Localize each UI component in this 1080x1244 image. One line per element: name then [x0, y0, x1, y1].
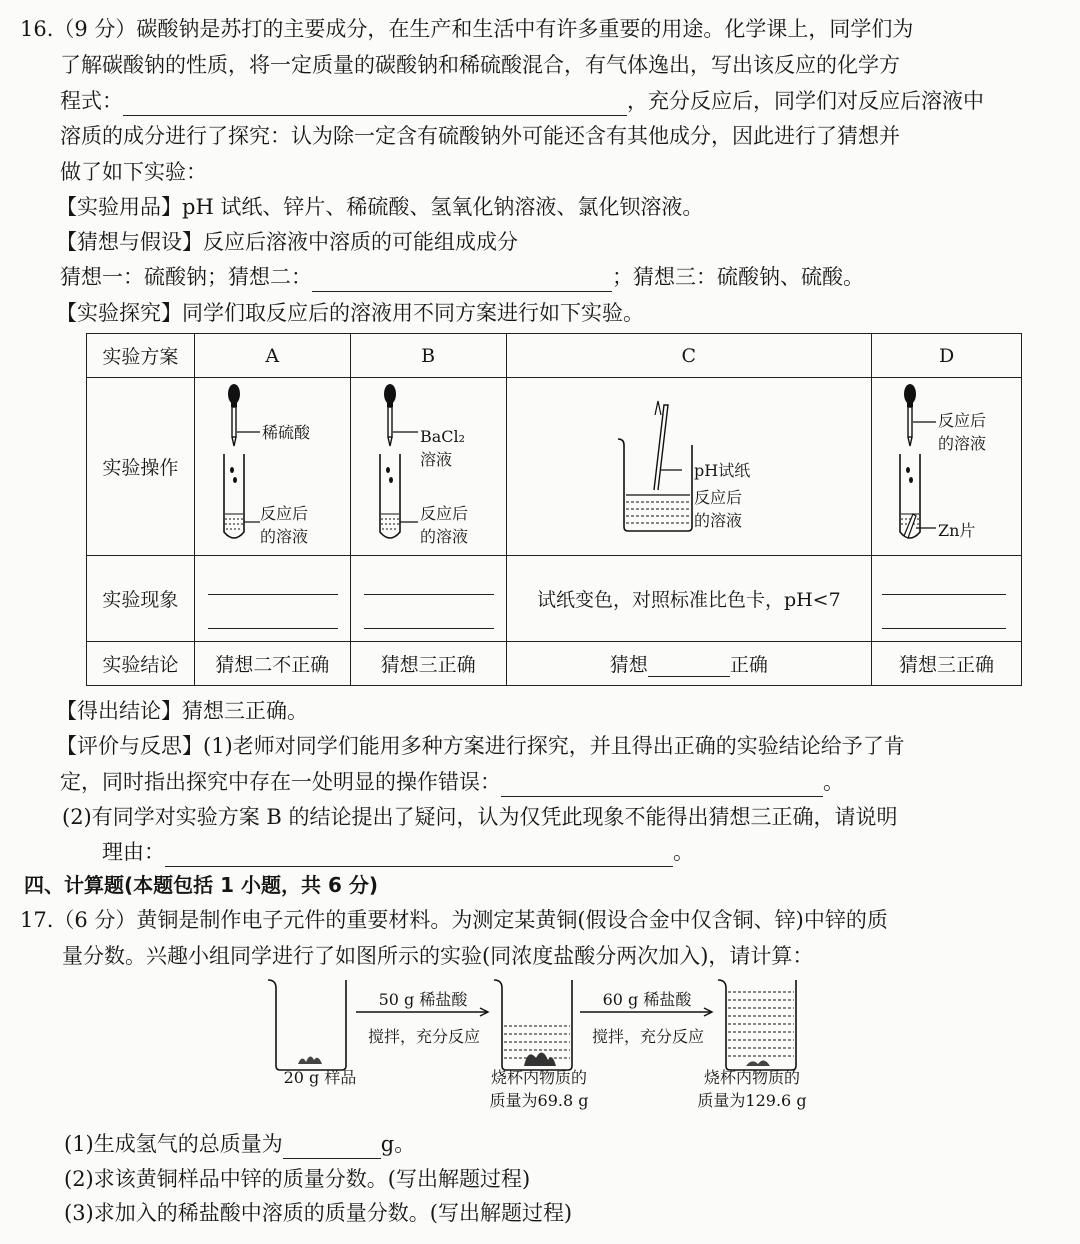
- fig-mass1-line1: 烧杯内物质的: [490, 1068, 587, 1087]
- q16-line2: 了解碳酸钠的性质，将一定质量的碳酸钠和稀硫酸混合，有气体逸出，写出该反应的化学方: [60, 53, 900, 77]
- fig-stir1-label: 搅拌，充分反应: [367, 1027, 480, 1046]
- cell-b-conclusion: 猜想三正确: [350, 642, 506, 686]
- reflect1-text: 定，同时指出探究中存在一处明显的操作错误：: [60, 770, 501, 794]
- hydrogen-mass-blank[interactable]: [283, 1132, 381, 1159]
- explore-title: 【实验探究】同学们取反应后的溶液用不同方案进行如下实验。: [56, 301, 644, 325]
- label-d-zinc: Zn片: [938, 521, 976, 540]
- hypothesis-title: 【猜想与假设】反应后溶液中溶质的可能组成成分: [56, 230, 518, 254]
- reason-blank[interactable]: [165, 840, 673, 867]
- guess1: 猜想一：硫酸钠；猜想二：: [60, 265, 312, 289]
- beaker-icon: [268, 980, 346, 1070]
- fig-acid2-label: 60 g 稀盐酸: [602, 990, 692, 1009]
- ph-paper-icon: [654, 401, 682, 490]
- blank-a2[interactable]: [208, 628, 338, 629]
- q16-line3-start: 程式：: [60, 89, 123, 113]
- row-label-conclusion: 实验结论: [87, 642, 195, 686]
- table-header-row: [87, 334, 1022, 378]
- label-b-solution1: 反应后: [420, 504, 469, 523]
- reflect2-end: 。: [673, 840, 694, 864]
- label-d-solution1: 反应后: [938, 411, 987, 430]
- blank-a1[interactable]: [208, 594, 338, 595]
- reflect2-line2: [102, 837, 694, 867]
- sub1-text: (1)生成氢气的总质量为: [64, 1132, 283, 1156]
- fig-sample-label: 20 g 样品: [283, 1068, 357, 1087]
- sub1-unit: g。: [380, 1132, 416, 1156]
- fig-mass2-line1: 烧杯内物质的: [703, 1068, 800, 1087]
- header-c: C: [506, 334, 872, 378]
- c-conclusion-pre: 猜想: [609, 654, 648, 676]
- cell-c-conclusion: [506, 642, 872, 686]
- fig-mass2-line2: 质量为129.6 g: [697, 1091, 807, 1110]
- q16-line3-end: ，充分反应后，同学们对反应后溶液中: [627, 89, 984, 113]
- reflect2-line1: (2)有同学对实验方案 B 的结论提出了疑问，认为仅凭此现象不能得出猜想三正确，请说明: [62, 805, 898, 829]
- dropper-icon: [384, 384, 396, 446]
- q17-sub3: (3)求加入的稀盐酸中溶质的质量分数。(写出解题过程): [64, 1201, 573, 1225]
- fig-mass1-line2: 质量为69.8 g: [489, 1091, 589, 1110]
- test-tube-icon: [224, 454, 244, 538]
- row-label-operation: 实验操作: [87, 378, 195, 556]
- cell-a-conclusion: 猜想二不正确: [194, 642, 350, 686]
- test-tube-icon: [900, 454, 920, 538]
- label-a-solution1: 反应后: [260, 504, 309, 523]
- header-scheme: 实验方案: [87, 334, 195, 378]
- q17-line2: 量分数。兴趣小组同学进行了如图所示的实验(同浓度盐酸分两次加入)，请计算：: [62, 944, 814, 968]
- label-a-solution2: 的溶液: [260, 527, 309, 546]
- guess3: ；猜想三：硫酸钠、硫酸。: [612, 265, 864, 289]
- blank-d1[interactable]: [882, 594, 1006, 595]
- q17-sub2: (2)求该黄铜样品中锌的质量分数。(写出解题过程): [64, 1167, 531, 1191]
- conclusion-row: [87, 642, 1022, 686]
- reflect1-line1: 【评价与反思】(1)老师对同学们能用多种方案进行探究，并且得出正确的实验结论给予了肯: [56, 734, 905, 758]
- blank-d2[interactable]: [882, 628, 1006, 629]
- beaker-ph-figure: [610, 395, 700, 545]
- reflect2-text: 理由：: [102, 840, 165, 864]
- fig-acid1-label: 50 g 稀盐酸: [378, 990, 468, 1009]
- c-conclusion-post: 正确: [729, 654, 768, 676]
- c-conclusion-blank[interactable]: [648, 656, 730, 677]
- blank-b2[interactable]: [364, 628, 494, 629]
- guess2-blank[interactable]: [312, 265, 612, 292]
- label-a-dilute-sulfuric: 稀硫酸: [262, 423, 311, 442]
- cell-c-phenomenon: 试纸变色，对照标准比色卡，pH<7: [506, 556, 872, 642]
- header-b: B: [350, 334, 506, 378]
- label-d-solution2: 的溶液: [938, 434, 987, 453]
- equation-blank[interactable]: [123, 89, 627, 116]
- blank-b1[interactable]: [364, 594, 494, 595]
- guesses: [60, 262, 864, 292]
- fig-stir2-label: 搅拌，充分反应: [591, 1027, 704, 1046]
- dropper-tube-b-figure: [366, 382, 426, 552]
- q16-line4: 溶质的成分进行了探究：认为除一定含有硫酸钠外可能还含有其他成分，因此进行了猜想并: [60, 124, 900, 148]
- q17-line1: 17.（6 分）黄铜是制作电子元件的重要材料。为测定某黄铜(假设合金中仅含铜、锌)中锌的质: [20, 908, 888, 932]
- label-c-solution2: 的溶液: [694, 511, 743, 530]
- dropper-tube-d-figure: [886, 382, 946, 552]
- q17-sub1: [64, 1129, 415, 1159]
- q16-line1: 16.（9 分）碳酸钠是苏打的主要成分，在生产和生活中有许多重要的用途。化学课上，同学们为: [20, 17, 914, 41]
- q16-line3: [60, 86, 984, 116]
- label-b-solution2: 的溶液: [420, 527, 469, 546]
- beaker-icon: [718, 980, 796, 1070]
- header-a: A: [194, 334, 350, 378]
- q16-line5: 做了如下实验：: [60, 160, 207, 184]
- row-label-phenomenon: 实验现象: [87, 556, 195, 642]
- section4-title: 四、计算题(本题包括 1 小题，共 6 分): [24, 873, 378, 897]
- dropper-icon: [228, 384, 240, 446]
- operation-error-blank[interactable]: [501, 770, 823, 797]
- materials: 【实验用品】pH 试纸、锌片、稀硫酸、氢氧化钠溶液、氯化钡溶液。: [56, 195, 704, 219]
- brass-experiment-figure: [262, 972, 822, 1076]
- label-b-bacl2: BaCl₂: [420, 427, 466, 446]
- test-tube-icon: [380, 454, 400, 538]
- beaker-icon: [494, 980, 572, 1070]
- conclusion: 【得出结论】猜想三正确。: [56, 699, 308, 723]
- reflect1-end: 。: [823, 770, 844, 794]
- dropper-icon: [904, 384, 916, 446]
- label-c-ph-paper: pH试纸: [694, 461, 751, 480]
- label-c-solution1: 反应后: [694, 488, 743, 507]
- reflect1-line2: [60, 767, 844, 797]
- label-b-solution-word: 溶液: [420, 450, 453, 469]
- header-d: D: [872, 334, 1022, 378]
- cell-d-conclusion: 猜想三正确: [872, 642, 1022, 686]
